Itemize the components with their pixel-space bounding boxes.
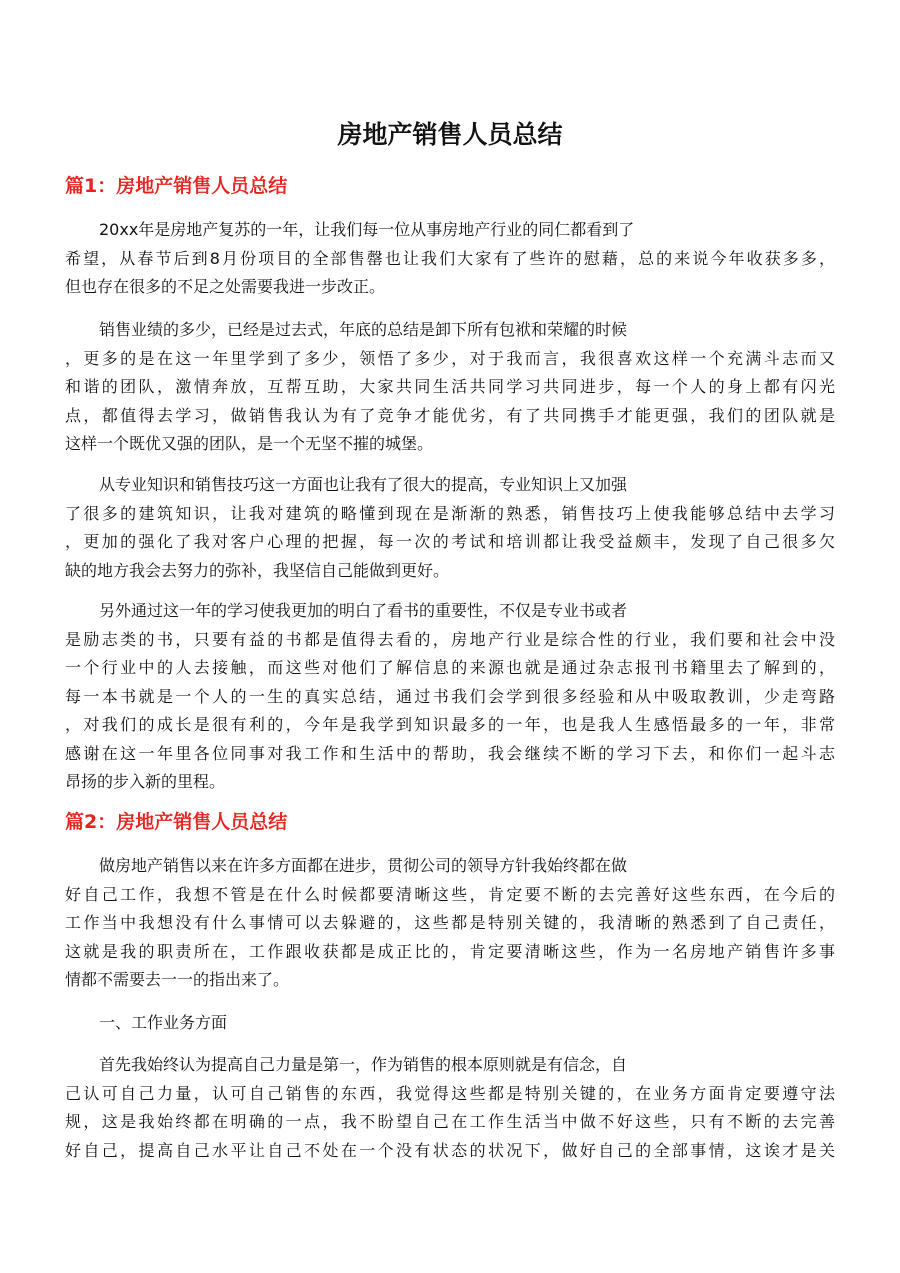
paragraph-line: 一个行业中的人去接触，而这些对他们了解信息的来源也就是通过杂志报刊书籍里去了解到的， [65, 658, 835, 677]
paragraph-line: 从专业知识和销售技巧这一方面也让我有了很大的提高，专业知识上又加强 [99, 475, 628, 494]
paragraph-line: 20xx年是房地产复苏的一年，让我们每一位从事房地产行业的同仁都看到了 [99, 220, 635, 239]
paragraph-line: 好自己工作，我想不管是在什么时候都要清晰这些，肯定要不断的去完善好这些东西，在今后的 [65, 884, 835, 904]
paragraph-line: 昂扬的步入新的里程。 [65, 772, 226, 791]
paragraph-line: 但也存在很多的不足之处需要我进一步改正。 [65, 277, 386, 296]
paragraph [65, 597, 835, 797]
paragraph-line: 是励志类的书，只要有益的书都是值得去看的，房地产行业是综合性的行业，我们要和社会中没 [65, 629, 835, 649]
paragraph-line: ，更加的强化了我对客户心理的把握，每一次的考试和培训都让我受益颇丰，发现了自己很多欠 [65, 532, 835, 551]
paragraph [65, 316, 835, 459]
paragraph-line: 了很多的建筑知识，让我对建筑的略懂到现在是渐渐的熟悉，销售技巧上使我能够总结中去学习 [65, 503, 835, 523]
subheading-work-business: 一、工作业务方面 [99, 1013, 228, 1032]
paragraph-line: ，更多的是在这一年里学到了多少，领悟了多少，对于我而言，我很喜欢这样一个充满斗志而又 [65, 348, 835, 368]
paragraph-line: 和谐的团队，激情奔放，互帮互助，大家共同生活共同学习共同进步，每一个人的身上都有闪光 [65, 377, 835, 396]
paragraph-line: 每一本书就是一个人的一生的真实总结，通过书我们会学到很多经验和从中吸取教训，少走弯路 [65, 686, 835, 706]
paragraph-line: 缺的地方我会去努力的弥补，我坚信自己能做到更好。 [65, 560, 450, 580]
paragraph-line: 希望，从春节后到8月份项目的全部售罄也让我们大家有了些许的慰藉，总的来说今年收获多多， [65, 248, 835, 268]
paragraph-line: 首先我始终认为提高自己力量是第一，作为销售的根本原则就是有信念，自 [99, 1055, 628, 1074]
section-heading-2: 篇2：房地产销售人员总结 [65, 811, 288, 833]
paragraph-line: 感谢在这一年里各位同事对我工作和生活中的帮助，我会继续不断的学习下去，和你们一起斗志 [65, 743, 835, 763]
paragraph [65, 216, 835, 302]
paragraph-line: ，对我们的成长是很有利的，今年是我学到知识最多的一年，也是我人生感悟最多的一年，非常 [65, 715, 835, 734]
paragraph-line: 销售业绩的多少，已经是过去式，年底的总结是卸下所有包袱和荣耀的时候 [99, 320, 628, 339]
section-heading-1: 篇1：房地产销售人员总结 [65, 175, 288, 197]
paragraph-line: 情都不需要去一一的指出来了。 [65, 970, 290, 989]
paragraph [65, 852, 835, 995]
paragraph-line: 规，这是我始终都在明确的一点，我不盼望自己在工作生活当中做不好这些，只有不断的去完善 [65, 1112, 835, 1131]
document-title: 房地产销售人员总结 [337, 120, 563, 149]
paragraph [65, 1051, 835, 1165]
paragraph-line: 工作当中我想没有什么事情可以去躲避的，这些都是特别关键的，我清晰的熟悉到了自己责任， [65, 913, 835, 932]
paragraph-line: 另外通过这一年的学习使我更加的明白了看书的重要性，不仅是专业书或者 [99, 601, 628, 620]
paragraph-line: 这样一个既优又强的团队，是一个无坚不摧的城堡。 [65, 434, 434, 453]
paragraph [65, 471, 835, 585]
paragraph-line: 这就是我的职责所在，工作跟收获都是成正比的，肯定要清晰这些，作为一名房地产销售许多事 [65, 941, 835, 961]
paragraph-line: 己认可自己力量，认可自己销售的东西，我觉得这些都是特别关键的，在业务方面肯定要遵守法 [65, 1083, 835, 1103]
paragraph-line: 好自己，提高自己水平让自己不处在一个没有状态的状况下，做好自己的全部事情，这诶才是关 [65, 1140, 835, 1160]
paragraph-line: 做房地产销售以来在许多方面都在进步，贯彻公司的领导方针我始终都在做 [99, 856, 628, 875]
paragraph-line: 点，都值得去学习，做销售我认为有了竞争才能优劣，有了共同携手才能更强，我们的团队就是 [65, 405, 835, 425]
